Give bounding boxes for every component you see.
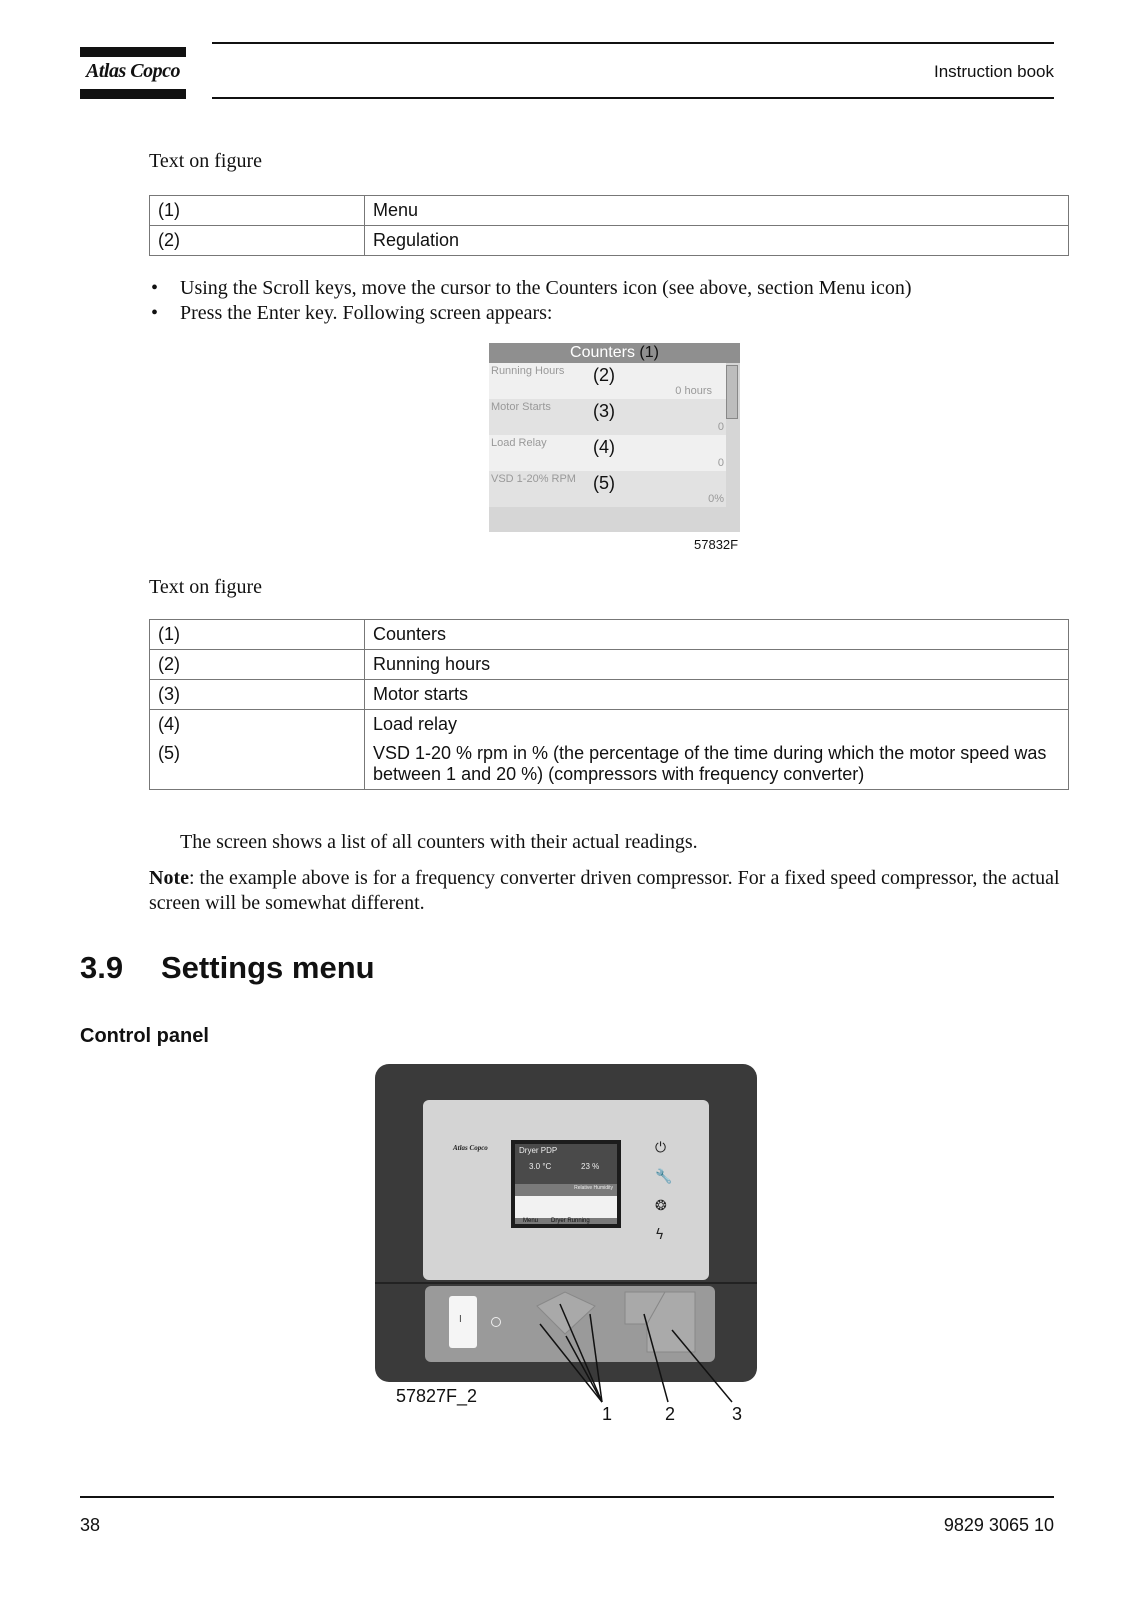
header-rule-top — [212, 42, 1054, 44]
counter-value: 0 hours — [675, 385, 712, 397]
document-number: 9829 3065 10 — [943, 1515, 1054, 1535]
list-item-text: Using the Scroll keys, move the cursor to the Counters icon (see above, section Menu icon) — [180, 277, 912, 299]
instruction-list — [149, 276, 1079, 326]
counter-label: Running Hours — [491, 365, 565, 377]
screen-title-bar — [489, 343, 740, 363]
legend-table-2 — [149, 619, 1069, 790]
table-value: VSD 1-20 % rpm in % (the percentage of the time during which the motor speed was between 1 and 20 %) (compressors with frequency converter) — [365, 739, 1069, 790]
panel-display — [511, 1140, 621, 1228]
fan-icon: ❂ — [655, 1198, 667, 1214]
logo-bottom-bar — [80, 89, 186, 99]
list-item: • Press the Enter key. Following screen appears: — [151, 302, 553, 324]
subsection-heading: Control panel — [80, 1025, 209, 1047]
scroll-keys-shape — [537, 1292, 595, 1334]
counter-callout: (4) — [593, 437, 615, 457]
power-icon: ⏻ — [655, 1140, 667, 1156]
section-title: Settings menu — [161, 950, 375, 985]
section-heading — [80, 950, 375, 986]
counter-label: VSD 1-20% RPM — [491, 473, 576, 485]
panel-face — [423, 1100, 709, 1280]
counter-label: Load Relay — [491, 437, 547, 449]
table-key: (3) — [150, 680, 365, 710]
table-value: Motor starts — [365, 680, 1069, 710]
table-value: Counters — [365, 620, 1069, 650]
wrench-icon: 🔧 — [655, 1169, 673, 1185]
keypad-shapes — [425, 1286, 715, 1362]
header-title: Instruction book — [933, 62, 1054, 81]
section-number: 3.9 — [80, 950, 124, 985]
screen-title-number: (1) — [639, 344, 659, 361]
screen-description: The screen shows a list of all counters with their actual readings. — [180, 831, 698, 853]
counter-callout: (2) — [593, 365, 615, 385]
callout-number: 2 — [665, 1404, 676, 1424]
counter-row — [489, 399, 726, 435]
legend-table-1 — [149, 195, 1069, 256]
figure-id: 57832F — [694, 537, 739, 552]
counter-row — [489, 435, 726, 471]
table-row — [150, 620, 1069, 650]
callout-number: 3 — [732, 1404, 743, 1424]
table-value: Load relay — [365, 710, 1069, 740]
footer-rule — [80, 1496, 1054, 1498]
table-row — [150, 739, 1069, 790]
lcd-value-1: 3.0 °C — [529, 1162, 552, 1171]
screen-scrollbar — [726, 365, 738, 419]
table-key: (4) — [150, 710, 365, 740]
lcd-title: Dryer PDP — [519, 1146, 558, 1155]
counter-label: Motor Starts — [491, 401, 551, 413]
counter-value: 0 — [717, 421, 724, 433]
start-button-label: I — [459, 1314, 462, 1325]
table-key: (2) — [150, 650, 365, 680]
logo-top-bar — [80, 47, 186, 57]
counters-screen-figure — [489, 343, 740, 532]
figure-caption: Text on figure — [149, 150, 263, 172]
table-row — [150, 650, 1069, 680]
counter-row — [489, 363, 726, 399]
lcd-sublabel: Relative Humidity — [574, 1185, 613, 1191]
counter-value: 0% — [708, 493, 724, 505]
header-rule-bottom — [212, 97, 1054, 99]
control-panel-figure — [375, 1064, 757, 1382]
table-key: (5) — [150, 739, 365, 790]
screen-title: Counters — [570, 344, 635, 361]
figure-caption: Text on figure — [149, 576, 263, 598]
counter-row — [489, 471, 726, 507]
lcd-status-area — [515, 1196, 617, 1218]
counter-value: 0 — [717, 457, 724, 469]
table-key: (2) — [150, 226, 365, 256]
figure-id: 57827F_2 — [396, 1386, 478, 1406]
logo-wordmark: Atlas Copco — [86, 60, 180, 82]
panel-keypad — [425, 1286, 715, 1362]
lcd-menu-label: Menu — [523, 1218, 539, 1224]
lcd-value-2: 23 % — [581, 1162, 600, 1171]
note-paragraph — [149, 866, 1074, 916]
table-value: Running hours — [365, 650, 1069, 680]
page-number: 38 — [80, 1515, 101, 1535]
table-key: (1) — [150, 620, 365, 650]
counter-callout: (3) — [593, 401, 615, 421]
note-label: Note — [149, 867, 189, 889]
table-row — [150, 680, 1069, 710]
counter-callout: (5) — [593, 473, 615, 493]
panel-brand: Atlas Copco — [453, 1144, 488, 1152]
voltage-icon: ϟ — [655, 1227, 665, 1243]
table-key: (1) — [150, 196, 365, 226]
callout-number: 1 — [602, 1404, 613, 1424]
panel-indicator-icons — [655, 1134, 672, 1250]
lcd-status: Dryer Running — [551, 1218, 590, 1224]
table-value: Regulation — [365, 226, 1069, 256]
table-row — [150, 226, 1069, 256]
table-value: Menu — [365, 196, 1069, 226]
list-item: • Using the Scroll keys, move the cursor to the Counters icon (see above, section Menu icon) — [151, 277, 912, 299]
panel-divider — [375, 1282, 757, 1284]
table-row — [150, 710, 1069, 740]
note-text: : the example above is for a frequency converter driven compressor. For a fixed speed compressor, the actual screen will be somewhat different. — [149, 867, 1060, 914]
table-row — [150, 196, 1069, 226]
list-item-text: Press the Enter key. Following screen appears: — [180, 302, 553, 324]
atlas-copco-logo — [80, 47, 186, 99]
